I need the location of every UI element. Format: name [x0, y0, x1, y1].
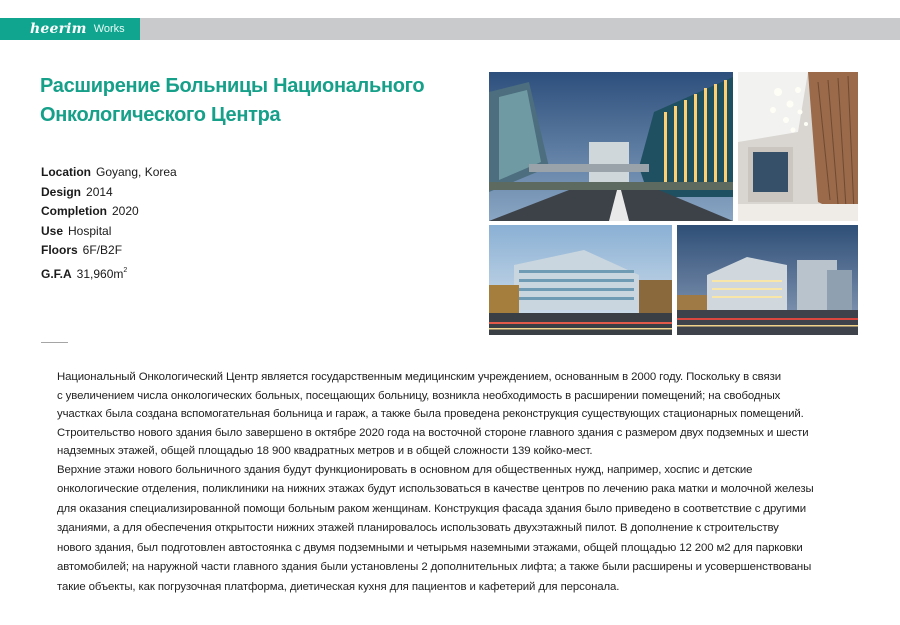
text-line: Строительство нового здания было завершено в октябре 2020 года на восточной стороне главного здания с размером двух подземных и шести [57, 426, 809, 439]
spec-label: Design [41, 184, 82, 199]
brand-logo [0, 18, 140, 40]
description-paragraph-1 [57, 368, 867, 461]
section-label: Works [93, 23, 125, 35]
photo-exterior-dusk [489, 225, 672, 335]
title-line: Онкологического Центра [40, 104, 281, 126]
spec-floors [41, 241, 177, 261]
spec-value: 31,960m [76, 266, 124, 281]
spec-label: Use [41, 223, 64, 238]
spec-value: 2014 [86, 184, 113, 199]
project-specs [41, 163, 177, 285]
text-line: Верхние этажи нового больничного здания будут функционировать в основном для общественных нужд, например, хоспис и детские [57, 463, 753, 476]
spec-superscript: 2 [123, 266, 128, 274]
text-line: с увеличением числа онкологических больных, посещающих больницу, возникла необходимость в расширении помещений; на свободных [57, 389, 781, 402]
spec-label: Location [41, 165, 91, 179]
project-title [40, 72, 460, 130]
brand-name: heerim [30, 21, 87, 37]
text-line: надземных этажей, общей площадью 18 900 квадратных метров и в общей сложности 139 койко-мест. [57, 445, 593, 457]
spec-completion [41, 202, 177, 222]
spec-value: 6F/B2F [82, 243, 123, 258]
photo-exterior-street [489, 72, 733, 221]
photo-exterior-aerial [677, 225, 858, 335]
photo-interior-lobby-image [738, 72, 858, 221]
spec-label: G.F.A [41, 266, 72, 281]
spec-value: 2020 [112, 204, 139, 219]
text-line: Национальный Онкологический Центр является государственным медицинским учреждением, основанным в 2000 году. Поскольку в связи [57, 371, 781, 383]
text-line: автомобилей; на наружной части главного здания были установлены 2 дополнительных лифта; а также были расширены и усовершенствованы [57, 561, 812, 573]
text-line: такие объекты, как погрузочная платформа, диетическая кухня для пациентов и кафетерий для персонала. [57, 580, 620, 593]
spec-label: Completion [41, 204, 107, 219]
text-line: для оказания специализированной помощи больным раком женщинам. Конструкция фасада здания было приведено в соответствие с другими [57, 502, 806, 515]
project-description [57, 368, 867, 597]
photo-exterior-street-image [489, 72, 733, 221]
text-line: онкологические отделения, поликлиники на нижних этажах будут использоваться в качестве центров по лечению рака матки и молочной железы [57, 483, 814, 495]
spec-label: Floors [41, 243, 78, 258]
text-line: нового здания, был подготовлен автостоянка с двумя подземными и четырьмя наземными этажами, общей площадью 12 200 м2 для парковки [57, 541, 803, 554]
text-line: зданиями, а для обеспечения открытости нижних этажей планировалось использовать двухэтажный пилот. В дополнение к строительству [57, 522, 779, 534]
spec-design [41, 183, 177, 203]
photo-exterior-aerial-image [677, 225, 858, 335]
description-paragraph-2 [57, 461, 867, 598]
spec-gfa [41, 261, 177, 285]
spec-value: Hospital [68, 223, 112, 238]
spec-value: Goyang, Korea [96, 165, 177, 179]
photo-interior-lobby [738, 72, 858, 221]
spec-use [41, 222, 177, 242]
photo-exterior-dusk-image [489, 225, 672, 335]
spec-location [41, 163, 177, 183]
text-line: участках была создана вспомогательная больница и гараж, а также была проведена реконструкция существующих стационарных помещений. [57, 408, 804, 420]
title-line: Расширение Больницы Национального [40, 75, 425, 97]
section-divider [41, 342, 68, 343]
